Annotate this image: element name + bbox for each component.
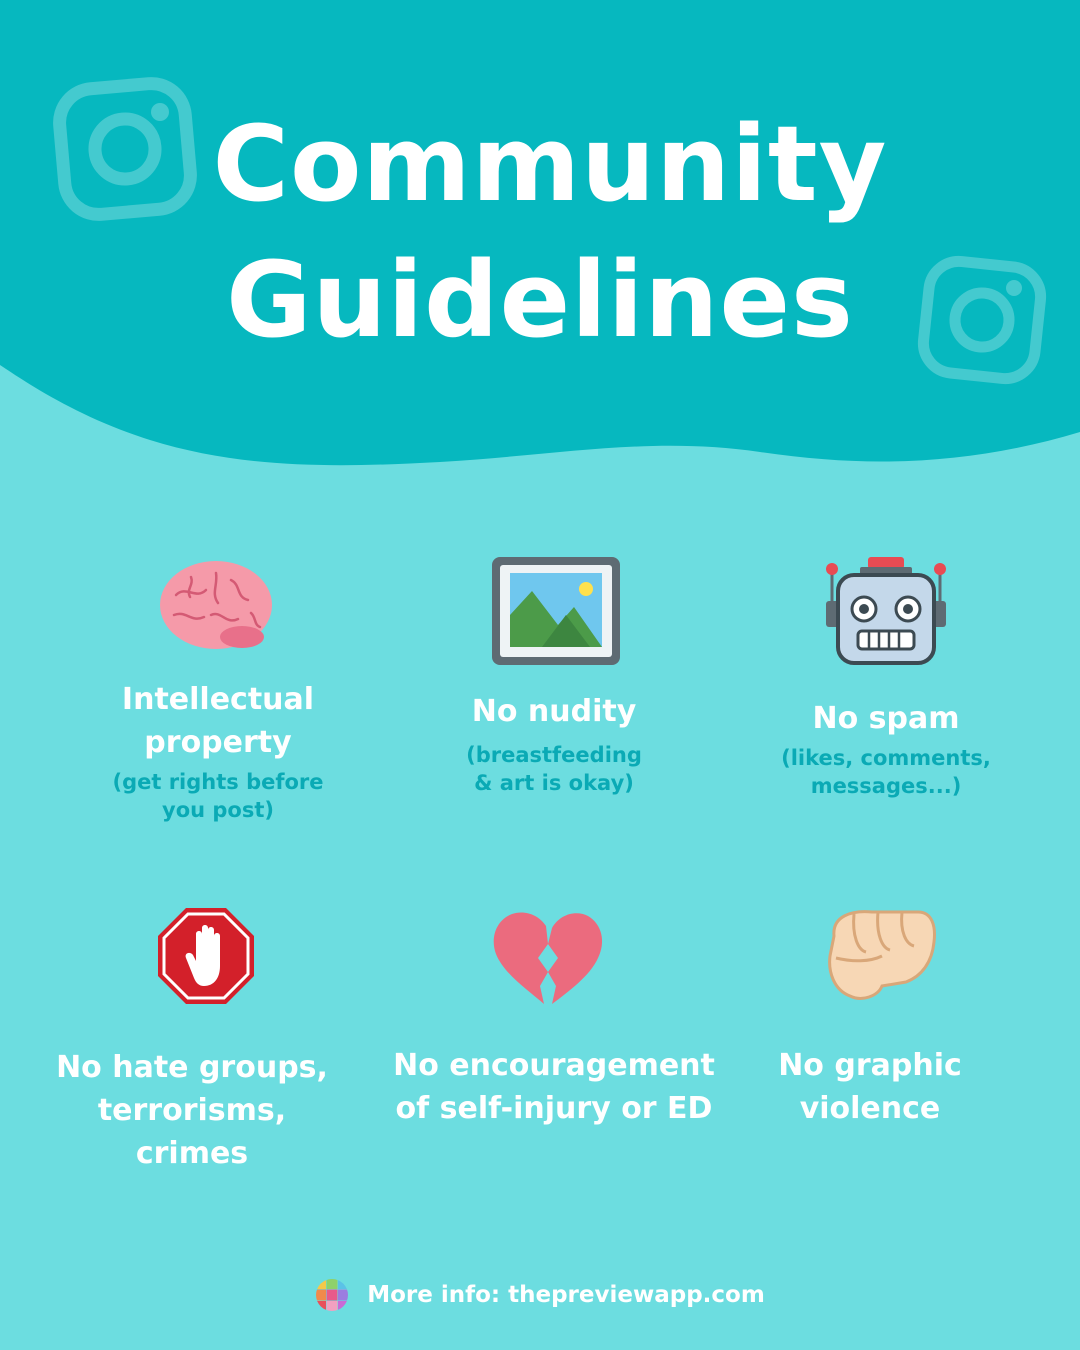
footer bbox=[0, 1278, 1080, 1318]
guideline-label: violence bbox=[799, 1091, 941, 1126]
guideline-label: No graphic bbox=[778, 1048, 962, 1083]
page-title-line2: Guidelines bbox=[226, 239, 854, 361]
robot-icon bbox=[822, 555, 950, 667]
fist-icon bbox=[822, 906, 938, 1006]
guideline-label: of self-injury or ED bbox=[395, 1091, 713, 1126]
guideline-label: No nudity bbox=[471, 694, 637, 729]
guideline-sublabel: (breastfeeding bbox=[466, 743, 642, 767]
guideline-label: No spam bbox=[812, 701, 960, 736]
guideline-label: crimes bbox=[135, 1136, 249, 1171]
guideline-no-hate-groups bbox=[22, 1046, 362, 1175]
guideline-label: Intellectual bbox=[121, 682, 315, 717]
guideline-label: terrorisms, bbox=[97, 1093, 287, 1128]
brain-icon bbox=[156, 555, 276, 655]
page-title-line1: Community bbox=[212, 103, 888, 225]
guideline-sublabel: you post) bbox=[162, 798, 274, 822]
guideline-no-self-injury bbox=[384, 1044, 724, 1130]
footer-link[interactable]: More info: thepreviewapp.com bbox=[367, 1282, 765, 1308]
guideline-no-nudity bbox=[384, 690, 724, 797]
header-background bbox=[0, 0, 1080, 470]
guideline-sublabel: (likes, comments, bbox=[781, 746, 991, 770]
broken-heart-icon bbox=[490, 908, 606, 1006]
guideline-no-spam bbox=[716, 697, 1056, 800]
guideline-sublabel: messages...) bbox=[810, 774, 962, 798]
guideline-label: property bbox=[144, 725, 292, 760]
guideline-sublabel: (get rights before bbox=[112, 770, 324, 794]
grid-logo-icon bbox=[315, 1278, 349, 1312]
guideline-label: No hate groups, bbox=[56, 1050, 328, 1085]
guideline-sublabel: & art is okay) bbox=[474, 771, 634, 795]
stop-hand-icon bbox=[156, 906, 256, 1006]
guideline-no-graphic-violence bbox=[700, 1044, 1040, 1130]
guideline-label: No encouragement bbox=[393, 1048, 715, 1083]
framed-picture-icon bbox=[490, 555, 622, 667]
guideline-intellectual-property bbox=[48, 678, 388, 824]
